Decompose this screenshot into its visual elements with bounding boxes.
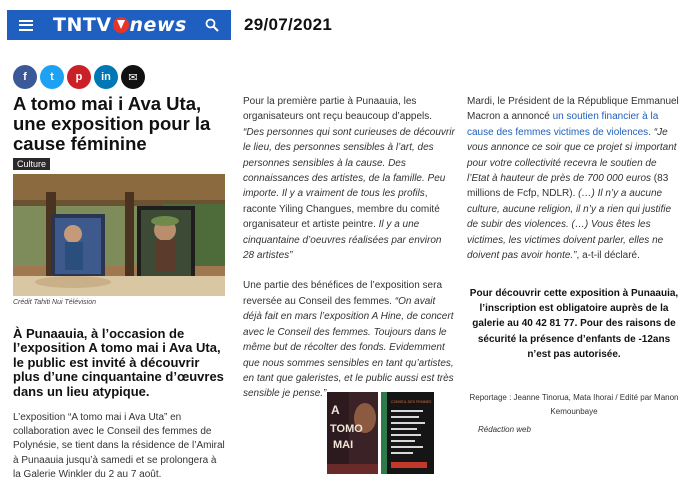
paragraph-4-ndlr: (83 millions de Fcfp, NDLR). <box>467 173 669 200</box>
exhibition-photo-illustration <box>13 174 225 296</box>
article-lead: À Punaauia, à l’occasion de l’exposition A tomo mai i Ava Uta, le public est invité à découvrir plus d’une cinquantaine d’œuvres dans un lieu atypique. <box>13 326 224 399</box>
search-icon[interactable] <box>205 18 219 32</box>
category-badge[interactable]: Culture <box>13 158 50 170</box>
article-paragraph-1: L’exposition “A tomo mai i Ava Uta” en collaboration avec le Conseil des femmes de Polynésie, se tient dans la résidence de l’Amiral à Punaauia jusqu’à samedi et se prolongera à la Galerie Winkler du 2 au 7 août. <box>13 412 225 480</box>
email-icon: ✉ <box>128 71 138 84</box>
poster-text-mai: MAI <box>333 439 354 451</box>
article-paragraph-4 <box>467 94 681 263</box>
article-column-2 <box>243 94 455 402</box>
reportage-credits: Reportage : Jeanne Tinorua, Mata Ihorai / Edité par Manon Kemounbaye <box>469 393 679 416</box>
photo-credit: Crédit Tahiti Nui Télévision <box>13 299 96 306</box>
article-paragraph-2 <box>243 94 455 263</box>
paragraph-4-intro: Mardi, le Président de la République Emmanuel Macron a annoncé <box>467 96 679 123</box>
logo-text-tntv: TNTV <box>53 14 112 36</box>
poster-illustration <box>327 392 378 474</box>
poster-text-a: A <box>331 403 340 417</box>
share-facebook-button[interactable] <box>13 65 37 89</box>
paragraph-4-sep: . <box>648 126 654 138</box>
menu-icon[interactable] <box>19 20 33 31</box>
article-column-3 <box>467 94 681 263</box>
paragraph-3-intro: Une partie des bénéfices de l’exposition sera reversée au Conseil des femmes. <box>243 280 443 307</box>
pinterest-icon: p <box>75 71 83 83</box>
site-logo[interactable] <box>53 14 187 36</box>
paragraph-2-quote-end: Il y a une cinquantaine d’oeuvres réalisées par environ 28 artistes” <box>243 219 442 262</box>
paragraph-4-quote-2: (…) Il n’y a aucune culture, aucune religion, il n’y a rien qui justifie de subir des violences. (…) Vous êtes les victimes, les victimes doivent parler, elles ne doivent pas avoir honte.” <box>467 188 671 262</box>
paragraph-2-intro: Pour la première partie à Punaauia, les organisateurs ont reçu beaucoup d’appels. <box>243 96 433 123</box>
share-twitter-button[interactable] <box>40 65 64 89</box>
share-linkedin-button[interactable] <box>94 65 118 89</box>
share-email-button[interactable] <box>121 65 145 89</box>
paragraph-3-quote: “On avait déjà fait en mars l’exposition A Hine, de concert avec le Conseil des femmes. Toujours dans le même but de récolter des fonds. Evidemment que nous sommes sensibles en tant qu’artistes, en tant que galeristes, et le public aussi est très sensible je pense.” <box>243 295 454 400</box>
share-bar <box>13 65 145 89</box>
article-column-1 <box>13 94 227 482</box>
logo-mark-icon <box>113 17 129 33</box>
paragraph-2-attribution: , raconte Yiling Changues, membre du comité organisateur et artiste peintre. <box>243 188 440 231</box>
article-title: A tomo mai i Ava Uta, une exposition pour la cause féminine <box>13 93 211 154</box>
redaction-credit: Rédaction web <box>478 425 531 434</box>
paragraph-4-end: , a-t-il déclaré. <box>576 250 640 262</box>
poster-b-header: CONSEIL DES FEMMES <box>391 400 432 404</box>
linkedin-icon: in <box>101 71 111 83</box>
paragraph-2-quote: “Des personnes qui sont curieuses de découvrir le lieu, des personnes sensibles à l’art, des personnes sensibles à la cause. Des connaissances des artistes, de la famille. Peu importe. Il y a vraiment de tous les profils <box>243 126 455 200</box>
site-header <box>7 10 231 40</box>
article-paragraph-3 <box>243 278 455 401</box>
poster-text-tomo: TOMO <box>330 423 363 435</box>
twitter-icon: t <box>50 71 54 83</box>
share-pinterest-button[interactable] <box>67 65 91 89</box>
support-announcement-link[interactable]: un soutien financier à la cause des femmes victimes de violences <box>467 111 659 138</box>
facebook-icon: f <box>23 71 27 83</box>
exhibition-poster-list-image <box>381 392 434 474</box>
publication-date: 29/07/2021 <box>244 15 333 34</box>
logo-text-news: news <box>129 14 187 36</box>
poster-list-illustration <box>381 392 434 474</box>
registration-notice: Pour découvrir cette exposition à Punaauia, l’inscription est obligatoire auprès de la galerie au 40 42 81 77. Pour des raisons de sécurité la présence d’enfants de -12ans n’est pas autorisée. <box>469 288 679 360</box>
article-photo <box>13 174 225 296</box>
exhibition-poster-image <box>327 392 378 474</box>
paragraph-4-quote: “Je vous annonce ce soir que ce projet si important pour votre collectivité recevra le soutien de l’Etat à hauteur de près de 700 000 euros <box>467 126 677 185</box>
